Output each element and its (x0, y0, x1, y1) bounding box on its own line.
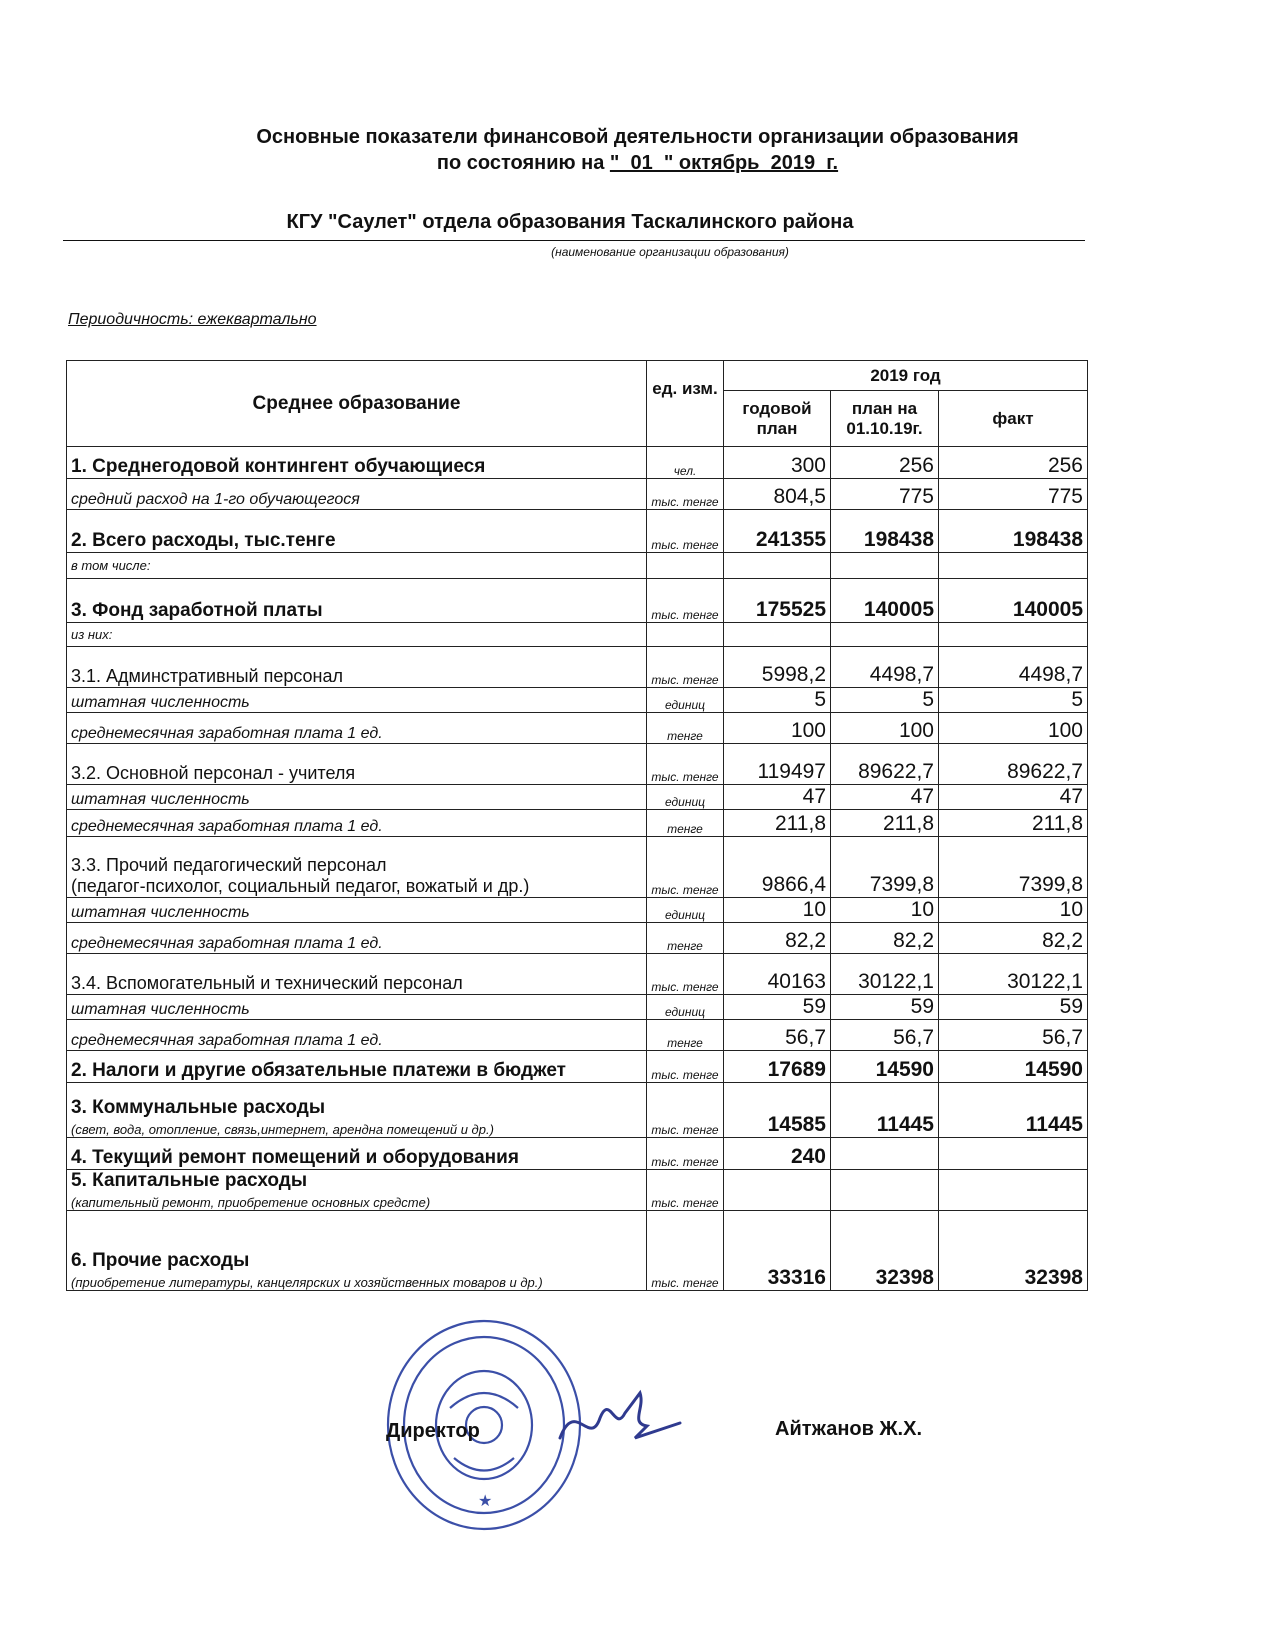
cell-annual: 17689 (724, 1051, 831, 1083)
row-label (67, 579, 647, 623)
row-label (67, 837, 647, 898)
row-label-text: в том числе: (71, 558, 151, 573)
row-unit: тыс. тенге (647, 510, 724, 553)
cell-plan (831, 623, 939, 647)
table-row (67, 1170, 1088, 1211)
row-unit: тыс. тенге (647, 954, 724, 995)
row-unit: тыс. тенге (647, 1051, 724, 1083)
cell-plan: 11445 (831, 1083, 939, 1138)
row-label-text: средний расход на 1-го обучающегося (71, 491, 360, 508)
cell-annual: 175525 (724, 579, 831, 623)
table-row (67, 923, 1088, 954)
cell-fact (939, 623, 1088, 647)
table-row (67, 579, 1088, 623)
cell-fact: 211,8 (939, 810, 1088, 837)
row-label (67, 510, 647, 553)
row-label (67, 810, 647, 837)
periodicity: Периодичность: ежеквартально (68, 311, 317, 328)
row-label (67, 1020, 647, 1051)
row-label (67, 1138, 647, 1170)
cell-annual: 9866,4 (724, 837, 831, 898)
row-unit: тыс. тенге (647, 837, 724, 898)
financial-table (66, 360, 1088, 1291)
cell-plan (831, 1138, 939, 1170)
cell-annual (724, 623, 831, 647)
row-unit: тыс. тенге (647, 1138, 724, 1170)
row-label (67, 688, 647, 713)
cell-fact (939, 1170, 1088, 1211)
row-label (67, 995, 647, 1020)
row-unit: тыс. тенге (647, 579, 724, 623)
row-label-text: штатная численность (71, 791, 250, 808)
cell-annual: 241355 (724, 510, 831, 553)
cell-plan: 198438 (831, 510, 939, 553)
row-label (67, 1170, 647, 1211)
cell-fact: 32398 (939, 1211, 1088, 1291)
cell-annual: 40163 (724, 954, 831, 995)
row-label-text: 2. Налоги и другие обязательные платежи в бюджет (71, 1060, 566, 1081)
row-label-text: 3. Фонд заработной платы (71, 600, 323, 621)
cell-annual: 56,7 (724, 1020, 831, 1051)
row-label-text: среднемесячная заработная плата 1 ед. (71, 935, 383, 952)
row-unit: тыс. тенге (647, 479, 724, 510)
row-unit: тыс. тенге (647, 647, 724, 688)
row-label-text: 3.1. Админстративный персонал (71, 666, 344, 686)
row-unit (647, 623, 724, 647)
row-unit: тенге (647, 1020, 724, 1051)
cell-fact: 11445 (939, 1083, 1088, 1138)
cell-plan: 59 (831, 995, 939, 1020)
director-label: Директор (386, 1420, 480, 1442)
row-unit: тыс. тенге (647, 1083, 724, 1138)
cell-plan: 10 (831, 898, 939, 923)
row-unit (647, 553, 724, 579)
cell-fact: 14590 (939, 1051, 1088, 1083)
row-label-text-2: (педагог-психолог, социальный педагог, вожатый и др.) (71, 876, 530, 896)
cell-fact: 56,7 (939, 1020, 1088, 1051)
cell-annual: 211,8 (724, 810, 831, 837)
cell-annual: 100 (724, 713, 831, 744)
row-label (67, 1211, 647, 1291)
cell-plan: 32398 (831, 1211, 939, 1291)
row-label-text: штатная численность (71, 904, 250, 921)
cell-annual (724, 553, 831, 579)
row-label-text: 3.3. Прочий педагогический персонал (71, 855, 387, 875)
row-sublabel: (капительный ремонт, приобретение основных средсте) (71, 1195, 431, 1210)
section-header: Среднее образование (67, 361, 647, 447)
cell-fact: 7399,8 (939, 837, 1088, 898)
year-header: 2019 год (724, 361, 1088, 391)
row-label-text: 3. Коммунальные расходы (71, 1097, 326, 1118)
cell-annual: 5 (724, 688, 831, 713)
col-header-fact: факт (939, 391, 1088, 447)
row-label-text: 1. Среднегодовой контингент обучающиеся (71, 456, 486, 477)
row-unit: тенге (647, 923, 724, 954)
table-row (67, 1051, 1088, 1083)
table-row (67, 553, 1088, 579)
row-label (67, 553, 647, 579)
cell-annual: 14585 (724, 1083, 831, 1138)
cell-fact: 4498,7 (939, 647, 1088, 688)
table-row (67, 837, 1088, 898)
cell-annual (724, 1170, 831, 1211)
row-unit: единиц (647, 995, 724, 1020)
cell-plan: 89622,7 (831, 744, 939, 785)
table-row (67, 898, 1088, 923)
cell-plan: 775 (831, 479, 939, 510)
cell-fact: 89622,7 (939, 744, 1088, 785)
organization-name: КГУ "Саулет" отдела образования Таскалинского района (286, 211, 854, 233)
row-label-text: 4. Текущий ремонт помещений и оборудования (71, 1147, 519, 1168)
report-date: "_01_" октябрь_2019_г. (609, 152, 839, 174)
cell-plan: 47 (831, 785, 939, 810)
table-row (67, 510, 1088, 553)
cell-annual: 804,5 (724, 479, 831, 510)
cell-plan: 100 (831, 713, 939, 744)
cell-annual: 59 (724, 995, 831, 1020)
row-label (67, 623, 647, 647)
cell-fact (939, 553, 1088, 579)
unit-header: ед. изм. (647, 361, 724, 447)
cell-plan (831, 553, 939, 579)
document-title: Основные показатели финансовой деятельности организации образования (256, 126, 1019, 148)
cell-fact: 10 (939, 898, 1088, 923)
cell-annual: 119497 (724, 744, 831, 785)
cell-fact: 5 (939, 688, 1088, 713)
table-row (67, 785, 1088, 810)
row-label-text: 3.2. Основной персонал - учителя (71, 763, 356, 783)
row-unit: тенге (647, 713, 724, 744)
cell-plan: 14590 (831, 1051, 939, 1083)
row-label-text: среднемесячная заработная плата 1 ед. (71, 725, 383, 742)
cell-annual: 240 (724, 1138, 831, 1170)
row-label-text: штатная численность (71, 694, 250, 711)
cell-fact: 140005 (939, 579, 1088, 623)
row-label (67, 1083, 647, 1138)
cell-fact: 100 (939, 713, 1088, 744)
date-prefix: по состоянию на (436, 152, 610, 174)
table-row (67, 1211, 1088, 1291)
cell-annual: 47 (724, 785, 831, 810)
row-unit: тенге (647, 810, 724, 837)
document-date-line (0, 150, 1275, 176)
table-row (67, 744, 1088, 785)
row-label (67, 923, 647, 954)
row-sublabel: (свет, вода, отопление, связь,интернет, арендна помещений и др.) (71, 1122, 494, 1137)
table-row (67, 479, 1088, 510)
table-row (67, 647, 1088, 688)
cell-fact: 775 (939, 479, 1088, 510)
table-header-row-1 (67, 361, 1088, 391)
cell-annual: 33316 (724, 1211, 831, 1291)
row-label (67, 713, 647, 744)
row-label (67, 1051, 647, 1083)
table-row (67, 1083, 1088, 1138)
row-unit: чел. (647, 447, 724, 479)
row-label-text: 6. Прочие расходы (71, 1250, 250, 1271)
row-sublabel: (приобретение литературы, канцелярских и хозяйственных товаров и др.) (71, 1275, 543, 1290)
row-unit: единиц (647, 785, 724, 810)
table-row (67, 688, 1088, 713)
row-label (67, 647, 647, 688)
cell-fact: 256 (939, 447, 1088, 479)
cell-fact: 198438 (939, 510, 1088, 553)
cell-plan (831, 1170, 939, 1211)
table-row (67, 1138, 1088, 1170)
row-label-text: 3.4. Вспомогательный и технический персонал (71, 973, 463, 993)
row-label (67, 479, 647, 510)
row-label-text: среднемесячная заработная плата 1 ед. (71, 818, 383, 835)
cell-plan: 256 (831, 447, 939, 479)
row-label (67, 954, 647, 995)
svg-text:★: ★ (478, 1491, 493, 1510)
row-label (67, 447, 647, 479)
cell-fact (939, 1138, 1088, 1170)
organization-underline (63, 240, 1085, 241)
row-unit: тыс. тенге (647, 1170, 724, 1211)
cell-plan: 211,8 (831, 810, 939, 837)
cell-annual: 10 (724, 898, 831, 923)
organization-caption: (наименование организации образования) (551, 245, 789, 259)
row-unit: единиц (647, 688, 724, 713)
table-row (67, 447, 1088, 479)
row-label-text: из них: (71, 627, 113, 642)
cell-plan: 30122,1 (831, 954, 939, 995)
director-signature (555, 1378, 685, 1463)
row-label-text: 5. Капитальные расходы (71, 1170, 308, 1191)
table-row (67, 713, 1088, 744)
row-label-text: штатная численность (71, 1001, 250, 1018)
cell-fact: 47 (939, 785, 1088, 810)
table-row (67, 810, 1088, 837)
director-name: Айтжанов Ж.Х. (775, 1418, 923, 1440)
row-label-text: 2. Всего расходы, тыс.тенге (71, 530, 336, 551)
row-label (67, 785, 647, 810)
cell-plan: 7399,8 (831, 837, 939, 898)
row-label (67, 744, 647, 785)
cell-plan: 140005 (831, 579, 939, 623)
col-header-plan: план на 01.10.19г. (831, 391, 939, 447)
cell-annual: 300 (724, 447, 831, 479)
table-row (67, 623, 1088, 647)
cell-plan: 56,7 (831, 1020, 939, 1051)
row-unit: единиц (647, 898, 724, 923)
cell-plan: 82,2 (831, 923, 939, 954)
cell-fact: 30122,1 (939, 954, 1088, 995)
cell-plan: 5 (831, 688, 939, 713)
table-row (67, 1020, 1088, 1051)
cell-plan: 4498,7 (831, 647, 939, 688)
row-label-text: среднемесячная заработная плата 1 ед. (71, 1032, 383, 1049)
row-unit: тыс. тенге (647, 744, 724, 785)
row-unit: тыс. тенге (647, 1211, 724, 1291)
table-row (67, 954, 1088, 995)
col-header-annual: годовой план (724, 391, 831, 447)
cell-annual: 5998,2 (724, 647, 831, 688)
row-label (67, 898, 647, 923)
table-row (67, 995, 1088, 1020)
cell-fact: 82,2 (939, 923, 1088, 954)
cell-annual: 82,2 (724, 923, 831, 954)
cell-fact: 59 (939, 995, 1088, 1020)
